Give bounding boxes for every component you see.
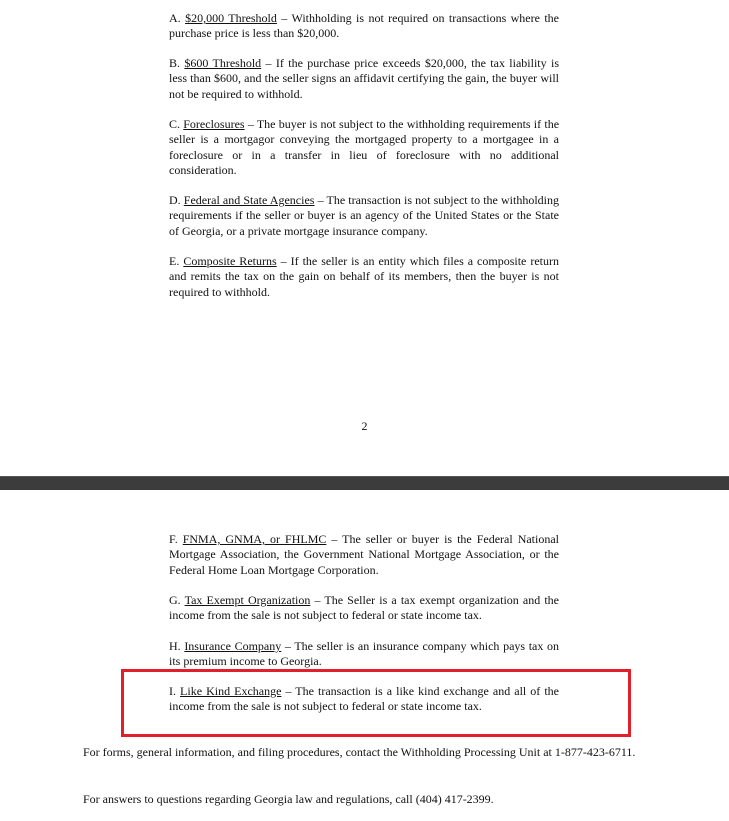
item-term: Federal and State Agencies [183,193,315,207]
item-text: – The buyer is not subject to the withholding requirements if the seller is a mortgagor conveying the mortgaged property to a mortgagee in a foreclosure or in a transfer in lieu of foreclosure with no additional consideration. [169,117,560,177]
exemption-item-g [169,593,559,624]
item-text: – The seller is an insurance company which pays tax on its premium income to Georgia. [169,639,560,669]
highlight-annotation-box [121,669,631,737]
item-letter: I. [169,684,176,698]
item-text: – The transaction is not subject to the withholding requirements if the seller or buyer is an agency of the United States or the State of Georgia, or a private mortgage insurance company. [169,193,559,238]
item-term: Foreclosures [183,117,245,131]
questions-paragraph: For answers to questions regarding Georgia law and regulations, call (404) 417-2399. [83,792,494,806]
item-text: – The Seller is a tax exempt organization and the income from the sale is not subject to federal or state income tax. [169,593,559,623]
page-number: 2 [361,419,368,433]
item-letter: A. [169,11,181,25]
item-letter: G. [169,593,181,607]
item-text: – If the seller is an entity which files a composite return and remits the tax on the gain on behalf of its members, then the buyer is not required to withhold. [169,254,559,299]
item-letter: H. [169,639,181,653]
exemption-item-a [169,11,559,42]
page-divider [0,476,729,490]
exemption-item-h [169,639,559,670]
item-term: Tax Exempt Organization [184,593,311,607]
exemption-item-e [169,254,559,300]
exemption-item-f [169,532,559,578]
exemption-item-d [169,193,559,239]
item-text: – The seller or buyer is the Federal National Mortgage Association, the Government National Mortgage Association, or the Federal Home Loan Mortgage Corporation. [169,532,560,577]
exemption-item-b [169,56,559,102]
item-text: – If the purchase price exceeds $20,000, the tax liability is less than $600, and the seller signs an affidavit certifying the gain, the buyer will not be required to withhold. [169,56,559,101]
item-term: $600 Threshold [184,56,262,70]
item-letter: F. [169,532,178,546]
item-term: Composite Returns [183,254,277,268]
item-text: – Withholding is not required on transactions where the purchase price is less than $20,000. [169,11,559,41]
exemption-item-c [169,117,559,178]
item-letter: B. [169,56,181,70]
item-letter: C. [169,117,181,131]
contact-paragraph: For forms, general information, and filing procedures, contact the Withholding Processing Unit at 1-877-423-6711. [83,745,636,759]
item-term: $20,000 Threshold [185,11,277,25]
item-term: Insurance Company [184,639,282,653]
item-term: Like Kind Exchange [180,684,282,698]
item-letter: E. [169,254,180,268]
item-term: FNMA, GNMA, or FHLMC [182,532,327,546]
item-letter: D. [169,193,181,207]
item-text: – The transaction is a like kind exchange and all of the income from the sale is not subject to federal or state income tax. [169,684,559,714]
